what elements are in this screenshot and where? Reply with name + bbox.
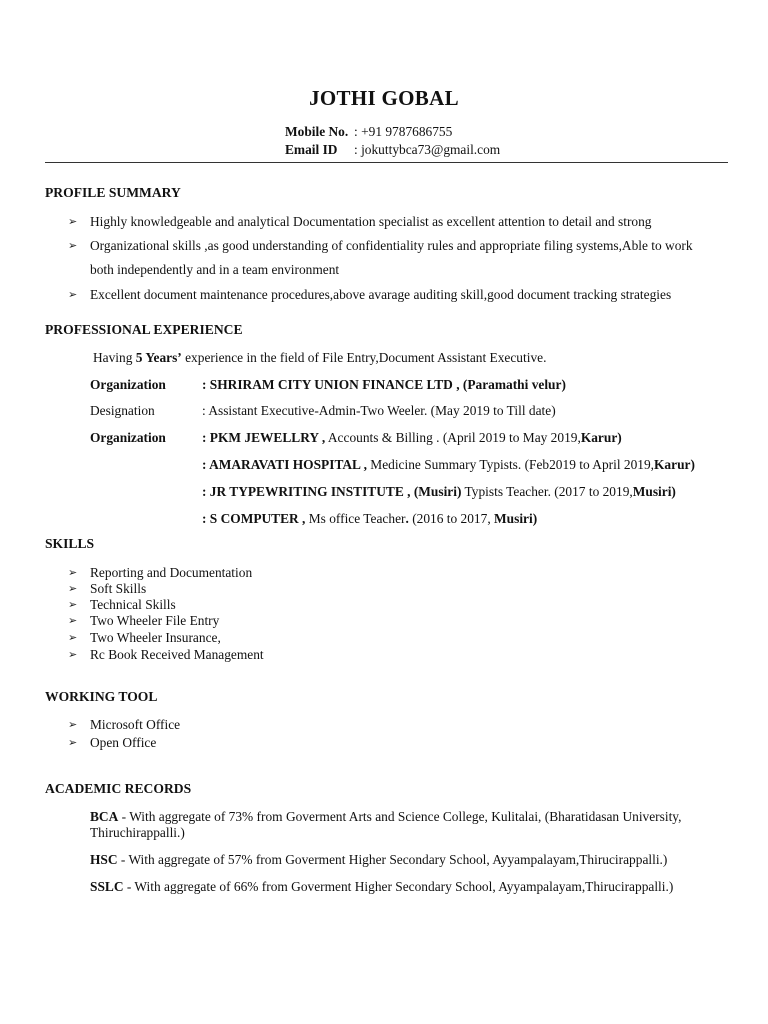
email-value: : jokuttybca73@gmail.com — [354, 142, 501, 157]
header-divider — [45, 162, 728, 163]
degree-label: HSC — [90, 852, 118, 867]
years-experience: 5 Years’ — [135, 350, 182, 365]
summary-bullet: Excellent document maintenance procedures,above avarage auditing skill,good document tracking strategies — [90, 287, 672, 302]
organization-name: : SHRIRAM CITY UNION FINANCE LTD , (Paramathi velur) — [202, 377, 566, 392]
organization-entry — [202, 484, 676, 500]
organization-name: : PKM JEWELLRY , — [202, 430, 326, 445]
arrow-bullet-icon: ➢ — [68, 289, 78, 301]
mobile-value: : +91 9787686755 — [354, 124, 453, 139]
location: Musiri) — [632, 484, 676, 499]
arrow-bullet-icon: ➢ — [68, 583, 78, 595]
arrow-bullet-icon: ➢ — [68, 632, 78, 644]
period-mark: . — [405, 511, 409, 526]
skills-heading: SKILLS — [45, 536, 95, 551]
location: Karur) — [580, 430, 622, 445]
skill-item: Soft Skills — [90, 581, 147, 596]
intro-text: experience in the field of File Entry,Document Assistant Executive. — [181, 350, 547, 365]
arrow-bullet-icon: ➢ — [68, 649, 78, 661]
degree-details-continued: Thiruchirappalli.) — [90, 825, 185, 840]
degree-label: BCA — [90, 809, 119, 824]
location: Musiri) — [494, 511, 538, 526]
degree-details: - With aggregate of 57% from Goverment Higher Secondary School, Ayyampalayam,Thirucirappalli.) — [117, 852, 668, 867]
tool-item: Microsoft Office — [90, 717, 181, 732]
academic-record-bca — [90, 809, 681, 825]
mobile-label: Mobile No. — [285, 124, 349, 139]
degree-details: - With aggregate of 66% from Goverment Higher Secondary School, Ayyampalayam,Thirucirappalli.) — [123, 879, 674, 894]
summary-bullet: Highly knowledgeable and analytical Documentation specialist as excellent attention to detail and strong — [90, 214, 652, 229]
designation-label: Designation — [90, 403, 155, 418]
skill-item: Technical Skills — [90, 597, 176, 612]
role-period: (2016 to 2017, — [408, 511, 495, 526]
degree-details: - With aggregate of 73% from Goverment Arts and Science College, Kulitalai, (Bharatidasan University, — [118, 809, 682, 824]
organization-name: : S COMPUTER , — [202, 511, 306, 526]
summary-bullet-continued: both independently and in a team environment — [90, 262, 340, 277]
academic-heading: ACADEMIC RECORDS — [45, 781, 192, 796]
arrow-bullet-icon: ➢ — [68, 737, 78, 749]
organization-entry — [202, 457, 695, 473]
skill-item: Rc Book Received Management — [90, 647, 264, 662]
academic-record-sslc — [90, 879, 673, 895]
tool-item: Open Office — [90, 735, 157, 750]
organization-entry — [202, 430, 622, 446]
arrow-bullet-icon: ➢ — [68, 719, 78, 731]
arrow-bullet-icon: ➢ — [68, 216, 78, 228]
arrow-bullet-icon: ➢ — [68, 567, 78, 579]
organization-entry — [202, 511, 537, 527]
organization-label: Organization — [90, 377, 166, 392]
summary-bullet: Organizational skills ,as good understanding of confidentiality rules and appropriate filing systems,Able to work — [90, 238, 693, 253]
skill-item: Two Wheeler File Entry — [90, 613, 220, 628]
arrow-bullet-icon: ➢ — [68, 599, 78, 611]
role-details: Medicine Summary Typists. (Feb2019 to April 2019, — [366, 457, 655, 472]
role-details: Accounts & Billing . (April 2019 to May 2019, — [325, 430, 581, 445]
organization-label: Organization — [90, 430, 166, 445]
organization-name: : AMARAVATI HOSPITAL , — [202, 457, 367, 472]
skill-item: Two Wheeler Insurance, — [90, 630, 221, 645]
role-details: Ms office Teacher — [305, 511, 406, 526]
email-label: Email ID — [285, 142, 338, 157]
degree-label: SSLC — [90, 879, 124, 894]
working-tool-heading: WORKING TOOL — [45, 689, 158, 704]
role-details: Typists Teacher. (2017 to 2019, — [461, 484, 633, 499]
candidate-name: JOTHI GOBAL — [309, 86, 459, 110]
experience-heading: PROFESSIONAL EXPERIENCE — [45, 322, 243, 337]
arrow-bullet-icon: ➢ — [68, 615, 78, 627]
intro-text: Having — [93, 350, 136, 365]
arrow-bullet-icon: ➢ — [68, 240, 78, 252]
designation-value: : Assistant Executive-Admin-Two Weeler. (May 2019 to Till date) — [202, 403, 556, 418]
skill-item: Reporting and Documentation — [90, 565, 253, 580]
location: Karur) — [654, 457, 695, 472]
organization-name: : JR TYPEWRITING INSTITUTE , (Musiri) — [202, 484, 462, 499]
academic-record-hsc — [90, 852, 667, 868]
profile-summary-heading: PROFILE SUMMARY — [45, 185, 181, 200]
experience-intro — [93, 350, 546, 366]
